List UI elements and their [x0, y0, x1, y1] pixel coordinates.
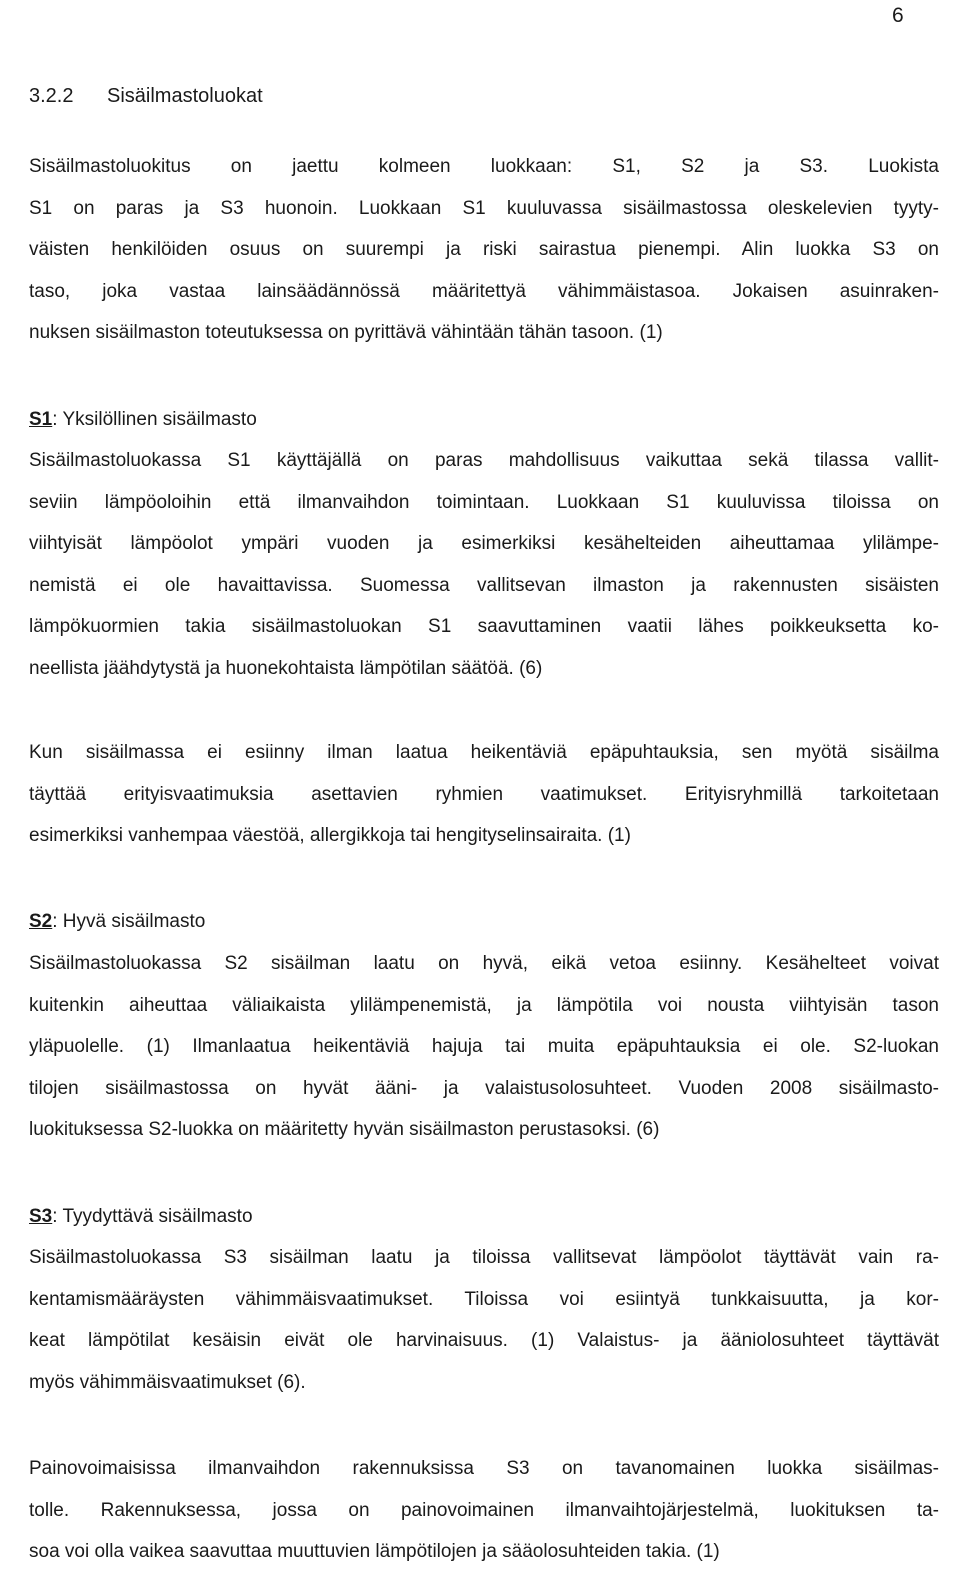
s2-paragraph-line: kuitenkin aiheuttaa väliaikaista ylilämpenemistä, ja lämpötila voi nousta viihtyisän tason [29, 994, 939, 1016]
section-heading [29, 84, 960, 108]
gravity-paragraph-line: soa voi olla vaikea saavuttaa muuttuvien lämpötilojen ja sääolosuhteiden takia. (1) [29, 1541, 720, 1562]
s1-paragraph-line: viihtyisät lämpöolot ympäri vuoden ja esimerkiksi kesähelteiden aiheuttamaa ylilämpe- [29, 533, 939, 554]
gravity-paragraph-line: tolle. Rakennuksessa, jossa on painovoimainen ilmanvaihtojärjestelmä, luokituksen ta- [29, 1499, 939, 1521]
s1-paragraph-line: lämpökuormien takia sisäilmastoluokan S1 saavuttaminen vaatii lähes poikkeuksetta ko- [29, 616, 939, 637]
s1-subheading [29, 408, 960, 432]
s2-subheading [29, 910, 960, 934]
s1-class-title: : Yksilöllinen sisäilmasto [52, 409, 257, 430]
s1-paragraph-line: neellista jäähdytystä ja huonekohtaista lämpötilan säätöä. (6) [29, 657, 543, 679]
s1-class-code: S1 [29, 409, 53, 430]
special-paragraph-line: esimerkiksi vanhempaa väestöä, allergikkoja tai hengityselinsairaita. (1) [29, 825, 631, 846]
s2-paragraph-line: yläpuolelle. (1) Ilmanlaatua heikentäviä hajuja tai muita epäpuhtauksia ei ole. S2-luokan [29, 1036, 939, 1057]
s3-subheading [29, 1205, 960, 1229]
s2-paragraph-line: luokituksessa S2-luokka on määritetty hyvän sisäilmaston perustasoksi. (6) [29, 1119, 660, 1140]
s2-paragraph-line: Sisäilmastoluokassa S2 sisäilman laatu on hyvä, eikä vetoa esiinny. Kesähelteet voivat [29, 953, 939, 974]
s3-paragraph-line: Sisäilmastoluokassa S3 sisäilman laatu ja tiloissa vallitsevat lämpöolot täyttävät vain ra- [29, 1247, 939, 1268]
s1-paragraph-line: Sisäilmastoluokassa S1 käyttäjällä on paras mahdollisuus vaikuttaa sekä tilassa vallit- [29, 450, 939, 471]
special-paragraph-line: Kun sisäilmassa ei esiinny ilman laatua heikentäviä epäpuhtauksia, sen myötä sisäilma [29, 742, 939, 763]
s3-class-title: : Tyydyttävä sisäilmasto [52, 1206, 253, 1227]
s2-class-code: S2 [29, 911, 53, 932]
s3-paragraph-line: keat lämpötilat kesäisin eivät ole harvinaisuus. (1) Valaistus- ja ääniolosuhteet täyttävät [29, 1330, 939, 1351]
page-number: 6 [892, 4, 904, 27]
gravity-paragraph-line: Painovoimaisissa ilmanvaihdon rakennuksissa S3 on tavanomainen luokka sisäilmas- [29, 1458, 939, 1479]
special-paragraph-line: täyttää erityisvaatimuksia asettavien ryhmien vaatimukset. Erityisryhmillä tarkoitetaan [29, 783, 939, 805]
intro-paragraph-line: S1 on paras ja S3 huonoin. Luokkaan S1 kuuluvassa sisäilmastossa oleskelevien tyyty- [29, 197, 939, 219]
s3-paragraph-line: kentamismääräysten vähimmäisvaatimukset. Tiloissa voi esiintyä tunkkaisuutta, ja kor- [29, 1288, 939, 1310]
s3-class-code: S3 [29, 1206, 53, 1227]
s2-paragraph-line: tilojen sisäilmastossa on hyvät ääni- ja valaistusolosuhteet. Vuoden 2008 sisäilmasto- [29, 1077, 939, 1099]
s3-paragraph-line: myös vähimmäisvaatimukset (6). [29, 1371, 306, 1393]
s1-paragraph-line: nemistä ei ole havaittavissa. Suomessa vallitsevan ilmaston ja rakennusten sisäisten [29, 574, 939, 596]
s1-paragraph-line: seviin lämpöoloihin että ilmanvaihdon toimintaan. Luokkaan S1 kuuluvissa tiloissa on [29, 491, 939, 513]
intro-paragraph-line: väisten henkilöiden osuus on suurempi ja riski sairastua pienempi. Alin luokka S3 on [29, 239, 939, 260]
intro-paragraph-line: taso, joka vastaa lainsäädännössä määritettyä vähimmäistasoa. Jokaisen asuinraken- [29, 280, 939, 302]
section-title: Sisäilmastoluokat [107, 85, 263, 107]
section-number: 3.2.2 [29, 85, 74, 107]
s2-class-title: : Hyvä sisäilmasto [52, 911, 206, 932]
intro-paragraph-line: Sisäilmastoluokitus on jaettu kolmeen luokkaan: S1, S2 ja S3. Luokista [29, 156, 939, 177]
intro-paragraph-line: nuksen sisäilmaston toteutuksessa on pyrittävä vähintään tähän tasoon. (1) [29, 322, 663, 343]
